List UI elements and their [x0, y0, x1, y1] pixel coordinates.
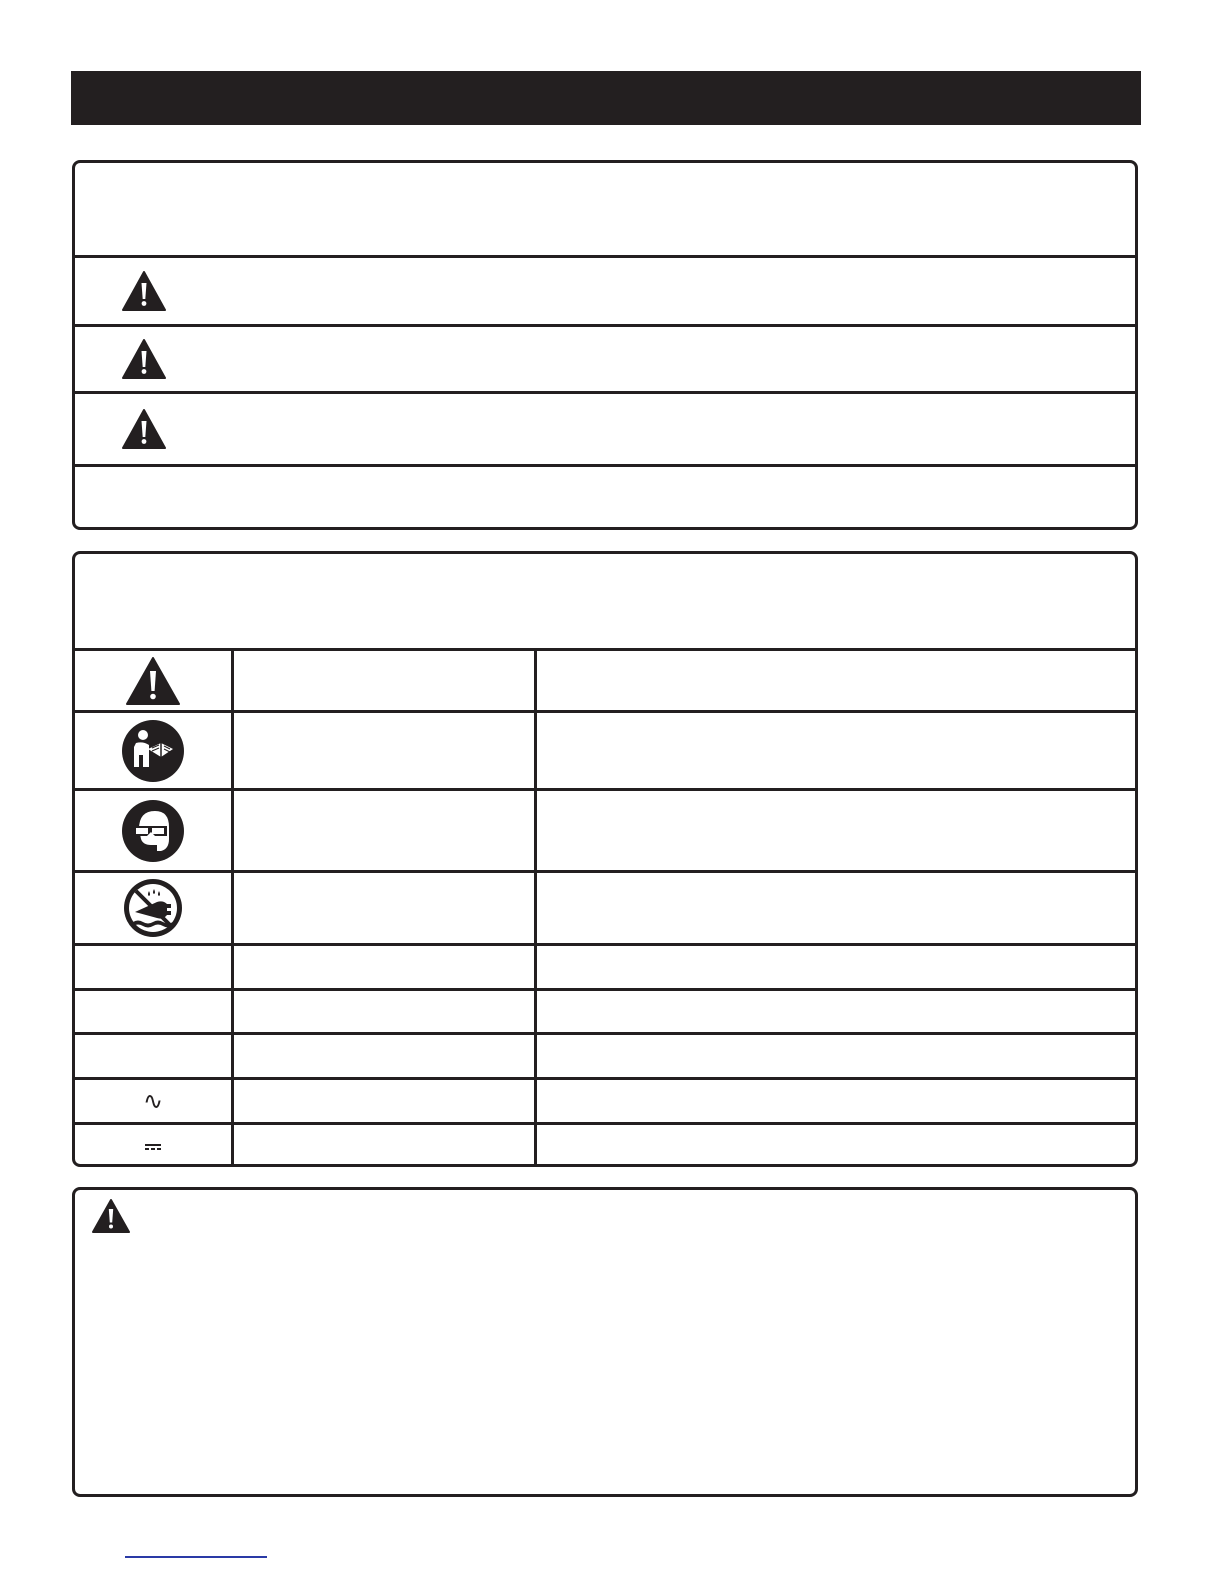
symbol-cell [75, 873, 234, 943]
symbol-name-cell [234, 713, 537, 788]
read-operators-manual-icon [121, 719, 185, 783]
symbol-cell [75, 1125, 234, 1167]
symbol-meaning-cell [537, 713, 1135, 788]
symbol-cell [75, 946, 234, 988]
signal-row-danger [75, 258, 1135, 327]
symbol-name-cell [234, 791, 537, 870]
symbol-name-cell [234, 1035, 537, 1077]
symbol-name-cell [234, 1080, 537, 1122]
signal-row-warning [75, 327, 1135, 394]
symbol-cell [75, 791, 234, 870]
symbol-cell [75, 651, 234, 710]
symbol-cell [75, 1035, 234, 1077]
symbol-cell [75, 991, 234, 1032]
warning-triangle-icon [125, 656, 181, 706]
warning-triangle-icon [91, 1198, 131, 1234]
symbol-meaning-cell [537, 651, 1135, 710]
table-row [75, 651, 1135, 713]
table-row [75, 946, 1135, 991]
symbol-name-cell [234, 1125, 537, 1167]
symbols-table [75, 651, 1135, 1167]
symbol-name-cell [234, 873, 537, 943]
symbol-name-cell [234, 946, 537, 988]
symbol-cell [75, 713, 234, 788]
warning-triangle-icon [121, 408, 167, 450]
symbol-meaning-cell [537, 1125, 1135, 1167]
symbol-name-cell [234, 651, 537, 710]
warning-box [72, 1187, 1138, 1497]
symbol-meaning-cell [537, 873, 1135, 943]
wet-conditions-alert-icon [123, 878, 183, 938]
warning-triangle-icon [121, 270, 167, 312]
symbol-meaning-cell [537, 1035, 1135, 1077]
symbols-heading [75, 554, 1135, 651]
symbol-name-cell [234, 991, 537, 1032]
table-row [75, 713, 1135, 791]
symbol-cell [75, 1080, 234, 1122]
page-header-bar [71, 71, 1141, 125]
table-row [75, 1035, 1135, 1080]
symbol-meaning-cell [537, 791, 1135, 870]
table-row [75, 873, 1135, 946]
signal-words-heading [75, 163, 1135, 258]
table-row [75, 1080, 1135, 1125]
warning-triangle-icon [121, 338, 167, 380]
symbol-meaning-cell [537, 946, 1135, 988]
signal-words-box [72, 160, 1138, 530]
alternating-current-icon: ∿ [142, 1087, 164, 1115]
symbols-box [72, 551, 1138, 1167]
table-row [75, 991, 1135, 1035]
direct-current-icon [144, 1142, 162, 1152]
footer-link-underline[interactable] [125, 1556, 267, 1558]
signal-row-caution [75, 394, 1135, 467]
symbol-meaning-cell [537, 1080, 1135, 1122]
table-row [75, 1125, 1135, 1167]
table-row [75, 791, 1135, 873]
symbol-meaning-cell [537, 991, 1135, 1032]
eye-protection-icon [121, 799, 185, 863]
signal-row-caution-no-symbol [75, 467, 1135, 527]
